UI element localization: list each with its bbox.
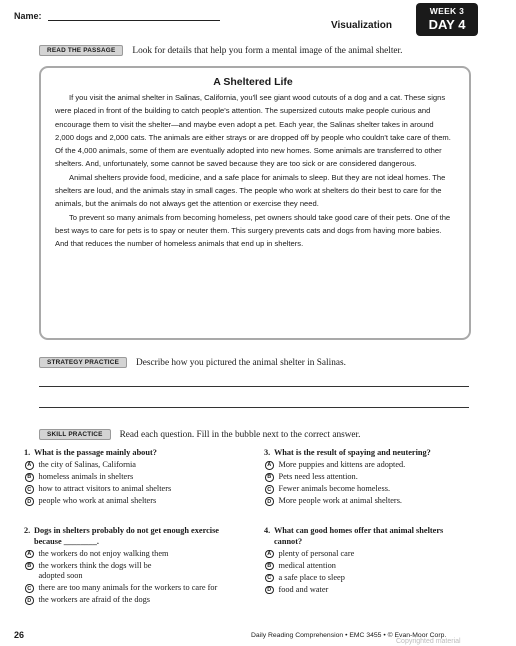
page-number: 26 [14,630,25,640]
answer-bubble[interactable]: A [25,461,34,470]
question-number: 2. [24,526,31,535]
strategy-section [39,357,346,368]
read-passage-section [39,45,402,56]
answer-option[interactable] [264,573,496,584]
answer-option[interactable] [24,549,256,560]
passage-paragraph: To prevent so many animals from becoming homeless, pet owners should take good care of their pets. One of the best ways to care for pets is to spay or neuter them. This surgery prevents cats and dogs from having more babies. And that reduces the number of homeless animals that end up in shelters. [55,212,451,249]
read-passage-instruction: Look for details that help you form a mental image of the animal shelter. [132,45,403,56]
option-text: the city of Salinas, California [38,460,136,470]
answer-bubble[interactable]: C [265,485,274,494]
question-stem [264,526,496,547]
answer-line[interactable] [39,386,469,387]
question-2 [24,526,256,606]
question-text: What is the passage mainly about? [34,448,157,457]
strategy-instruction: Describe how you pictured the animal shelter in Salinas. [136,357,346,368]
option-text: More puppies and kittens are adopted. [278,460,406,470]
answer-bubble[interactable]: B [265,562,274,571]
answer-bubble[interactable]: B [265,473,274,482]
question-text: What is the result of spaying and neutering? [274,448,431,457]
skill-label: SKILL PRACTICE [39,429,111,440]
answer-bubble[interactable]: D [25,596,34,605]
answer-option[interactable] [264,585,496,596]
passage-paragraph: Animal shelters provide food, medicine, and a safe place for animals to sleep. But they are not ideal homes. The shelters are loud, and the animals stay in small cages. The people who work at shelters do their best to care for the animals, but the animals do not always get the attention or exercise they need. [55,172,446,209]
option-text: there are too many animals for the workers to care for [38,583,218,593]
name-field[interactable] [14,11,220,21]
answer-bubble[interactable]: B [25,562,34,571]
skill-instruction: Read each question. Fill in the bubble next to the correct answer. [119,429,361,440]
answer-bubble[interactable]: D [25,497,34,506]
option-text: the workers do not enjoy walking them [38,548,169,558]
option-text: homeless animals in shelters [38,472,134,482]
option-text: Pets need less attention. [278,472,358,482]
option-text: food and water [278,584,329,594]
question-1 [24,448,256,507]
footer-credit: Daily Reading Comprehension • EMC 3455 • © Evan-Moor Corp. [251,632,447,639]
skill-topic: Visualization [331,20,392,31]
answer-option[interactable] [24,595,256,606]
answer-line[interactable] [39,407,469,408]
passage-paragraph: If you visit the animal shelter in Salinas, California, you'll see giant wood cutouts of a dog and a cat. These signs were placed in front of the building to catch people's attention. The supersized cutouts make people curious and encourage them to visit the shelter—and maybe even adopt a pet. Each year, the Salinas shelter takes in around 2,000 dogs and 2,000 cats. The animals are either strays or are dropped off by people who couldn't take care of them. Of the 4,000 animals, some of them are eventually adopted into new homes. Some animals are transferred to other shelters. And, unfortunately, some cannot be saved because they are too sick or are considered dangerous. [55,93,451,169]
option-text: plenty of personal care [278,548,355,558]
answer-option[interactable] [264,549,496,560]
answer-option[interactable] [24,472,256,483]
question-4 [264,526,496,595]
answer-bubble[interactable]: C [25,485,34,494]
option-text: Fewer animals become homeless. [278,484,391,494]
passage-title: A Sheltered Life [213,76,293,88]
answer-bubble[interactable]: C [265,574,274,583]
question-text: Dogs in shelters probably do not get enough exercise because ________. [34,526,219,546]
name-line[interactable] [48,12,220,21]
answer-bubble[interactable]: B [25,473,34,482]
question-text: What can good homes offer that animal shelters cannot? [274,526,444,546]
watermark: Copyrighted material [396,638,461,645]
option-text: the workers think the dogs will be adopted soon [38,560,152,581]
answer-option[interactable] [264,460,496,471]
option-text: people who work at animal shelters [38,496,157,506]
option-text: medical attention [278,560,336,570]
question-stem [264,448,496,459]
option-text: More people work at animal shelters. [278,496,402,506]
answer-option[interactable] [24,561,256,582]
answer-bubble[interactable]: D [265,497,274,506]
question-3 [264,448,496,507]
answer-bubble[interactable]: C [25,584,34,593]
week-label: WEEK 3 [429,6,465,16]
option-text: a safe place to sleep [278,572,345,582]
passage-box [39,66,471,340]
question-stem [24,526,256,547]
strategy-label: STRATEGY PRACTICE [39,357,127,368]
answer-option[interactable] [24,460,256,471]
day-label: DAY 4 [428,17,466,32]
answer-bubble[interactable]: D [265,586,274,595]
question-number: 4. [264,526,271,535]
answer-option[interactable] [264,561,496,572]
answer-option[interactable] [24,583,256,594]
answer-option[interactable] [264,472,496,483]
question-number: 1. [24,448,31,457]
question-stem [24,448,256,459]
answer-bubble[interactable]: A [265,550,274,559]
week-day-badge [416,3,478,36]
option-text: the workers are afraid of the dogs [38,595,151,605]
answer-bubble[interactable]: A [25,550,34,559]
answer-option[interactable] [264,496,496,507]
question-number: 3. [264,448,271,457]
read-passage-label: READ THE PASSAGE [39,45,123,56]
answer-bubble[interactable]: A [265,461,274,470]
option-text: how to attract visitors to animal shelters [38,484,172,494]
answer-option[interactable] [24,484,256,495]
answer-option[interactable] [264,484,496,495]
answer-option[interactable] [24,496,256,507]
name-label: Name: [14,11,42,21]
skill-section [39,429,360,440]
